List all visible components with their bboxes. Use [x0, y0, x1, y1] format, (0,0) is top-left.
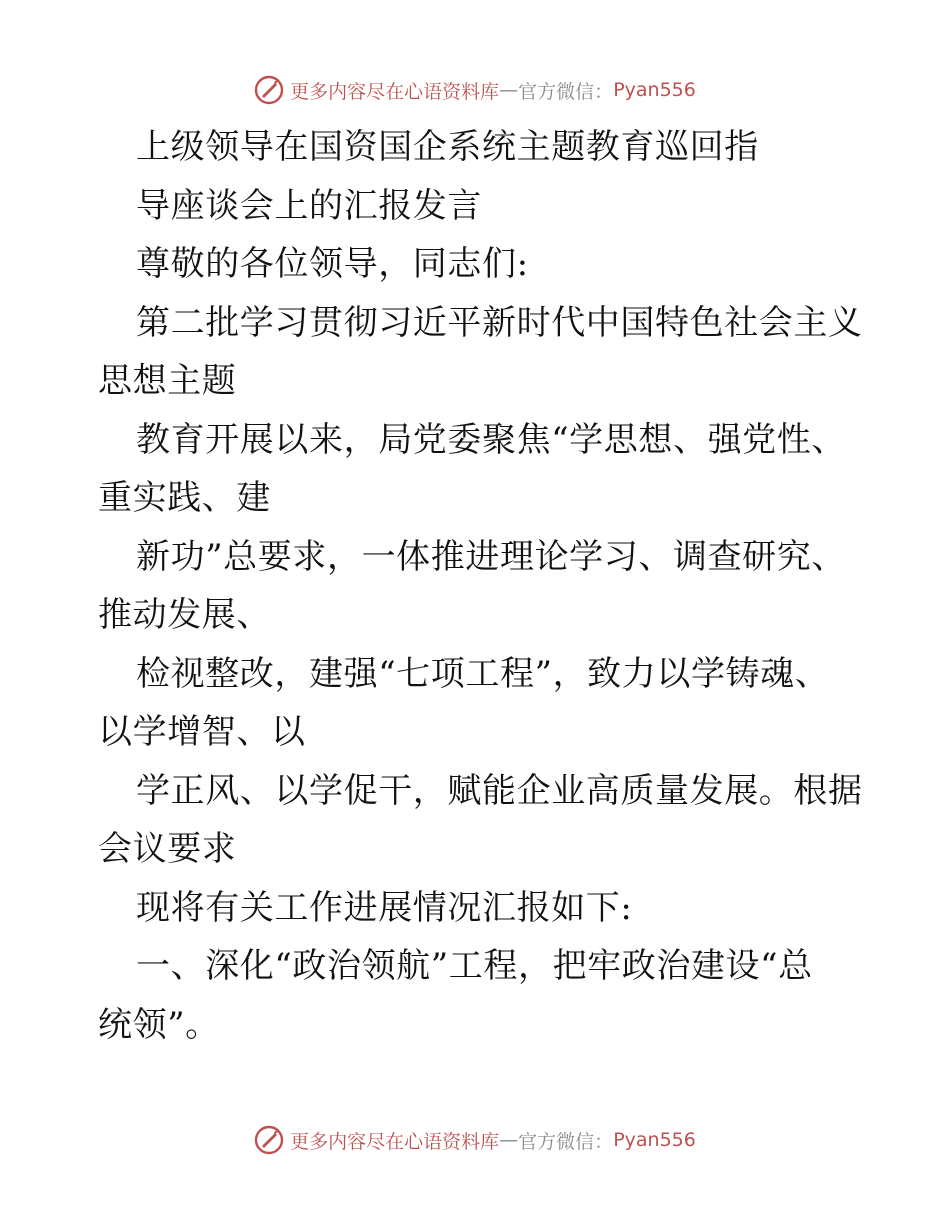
doc-line: 推动发展、: [98, 595, 271, 635]
doc-line: 思想主题: [98, 361, 237, 401]
watermark-dash: —: [499, 79, 519, 101]
doc-line: 检视整改，建强“七项工程”，致力以学铸魂、: [136, 653, 830, 694]
doc-line: 一、深化“政治领航”工程，把牢政治建设“总: [136, 946, 813, 986]
watermark-wechat-id: Pyan556: [613, 79, 696, 101]
doc-line: 统领”。: [98, 1004, 220, 1045]
doc-line: 以学增智、以: [98, 712, 306, 752]
watermark-dash: —: [499, 1129, 519, 1151]
quill-circle-icon: [254, 75, 284, 105]
doc-line: 教育开展以来，局党委聚焦“学思想、强党性、: [136, 419, 846, 460]
document-body: [98, 118, 863, 1054]
doc-line: 会议要求: [98, 829, 237, 869]
doc-line: 重实践、建: [98, 478, 271, 518]
doc-line: 新功”总要求，一体推进理论学习、调查研究、: [136, 536, 846, 577]
doc-line: 尊敬的各位领导，同志们:: [136, 244, 529, 284]
watermark-brand-text: 更多内容尽在心语资料库: [290, 1130, 500, 1153]
watermark-wechat-label: 官方微信：: [518, 1130, 614, 1153]
doc-line: 现将有关工作进展情况汇报如下:: [136, 887, 633, 928]
doc-line: 导座谈会上的汇报发言: [136, 185, 482, 226]
doc-line: 第二批学习贯彻习近平新时代中国特色社会主义: [136, 302, 863, 343]
watermark-wechat-label: 官方微信：: [518, 80, 614, 103]
doc-line: 上级领导在国资国企系统主题教育巡回指: [136, 127, 759, 167]
footer-watermark: [0, 1120, 950, 1160]
quill-circle-icon: [254, 1125, 284, 1155]
doc-line: 学正风、以学促干，赋能企业高质量发展。根据: [136, 770, 863, 811]
header-watermark: [0, 70, 950, 110]
watermark-brand-text: 更多内容尽在心语资料库: [290, 80, 500, 103]
watermark-wechat-id: Pyan556: [613, 1129, 696, 1151]
